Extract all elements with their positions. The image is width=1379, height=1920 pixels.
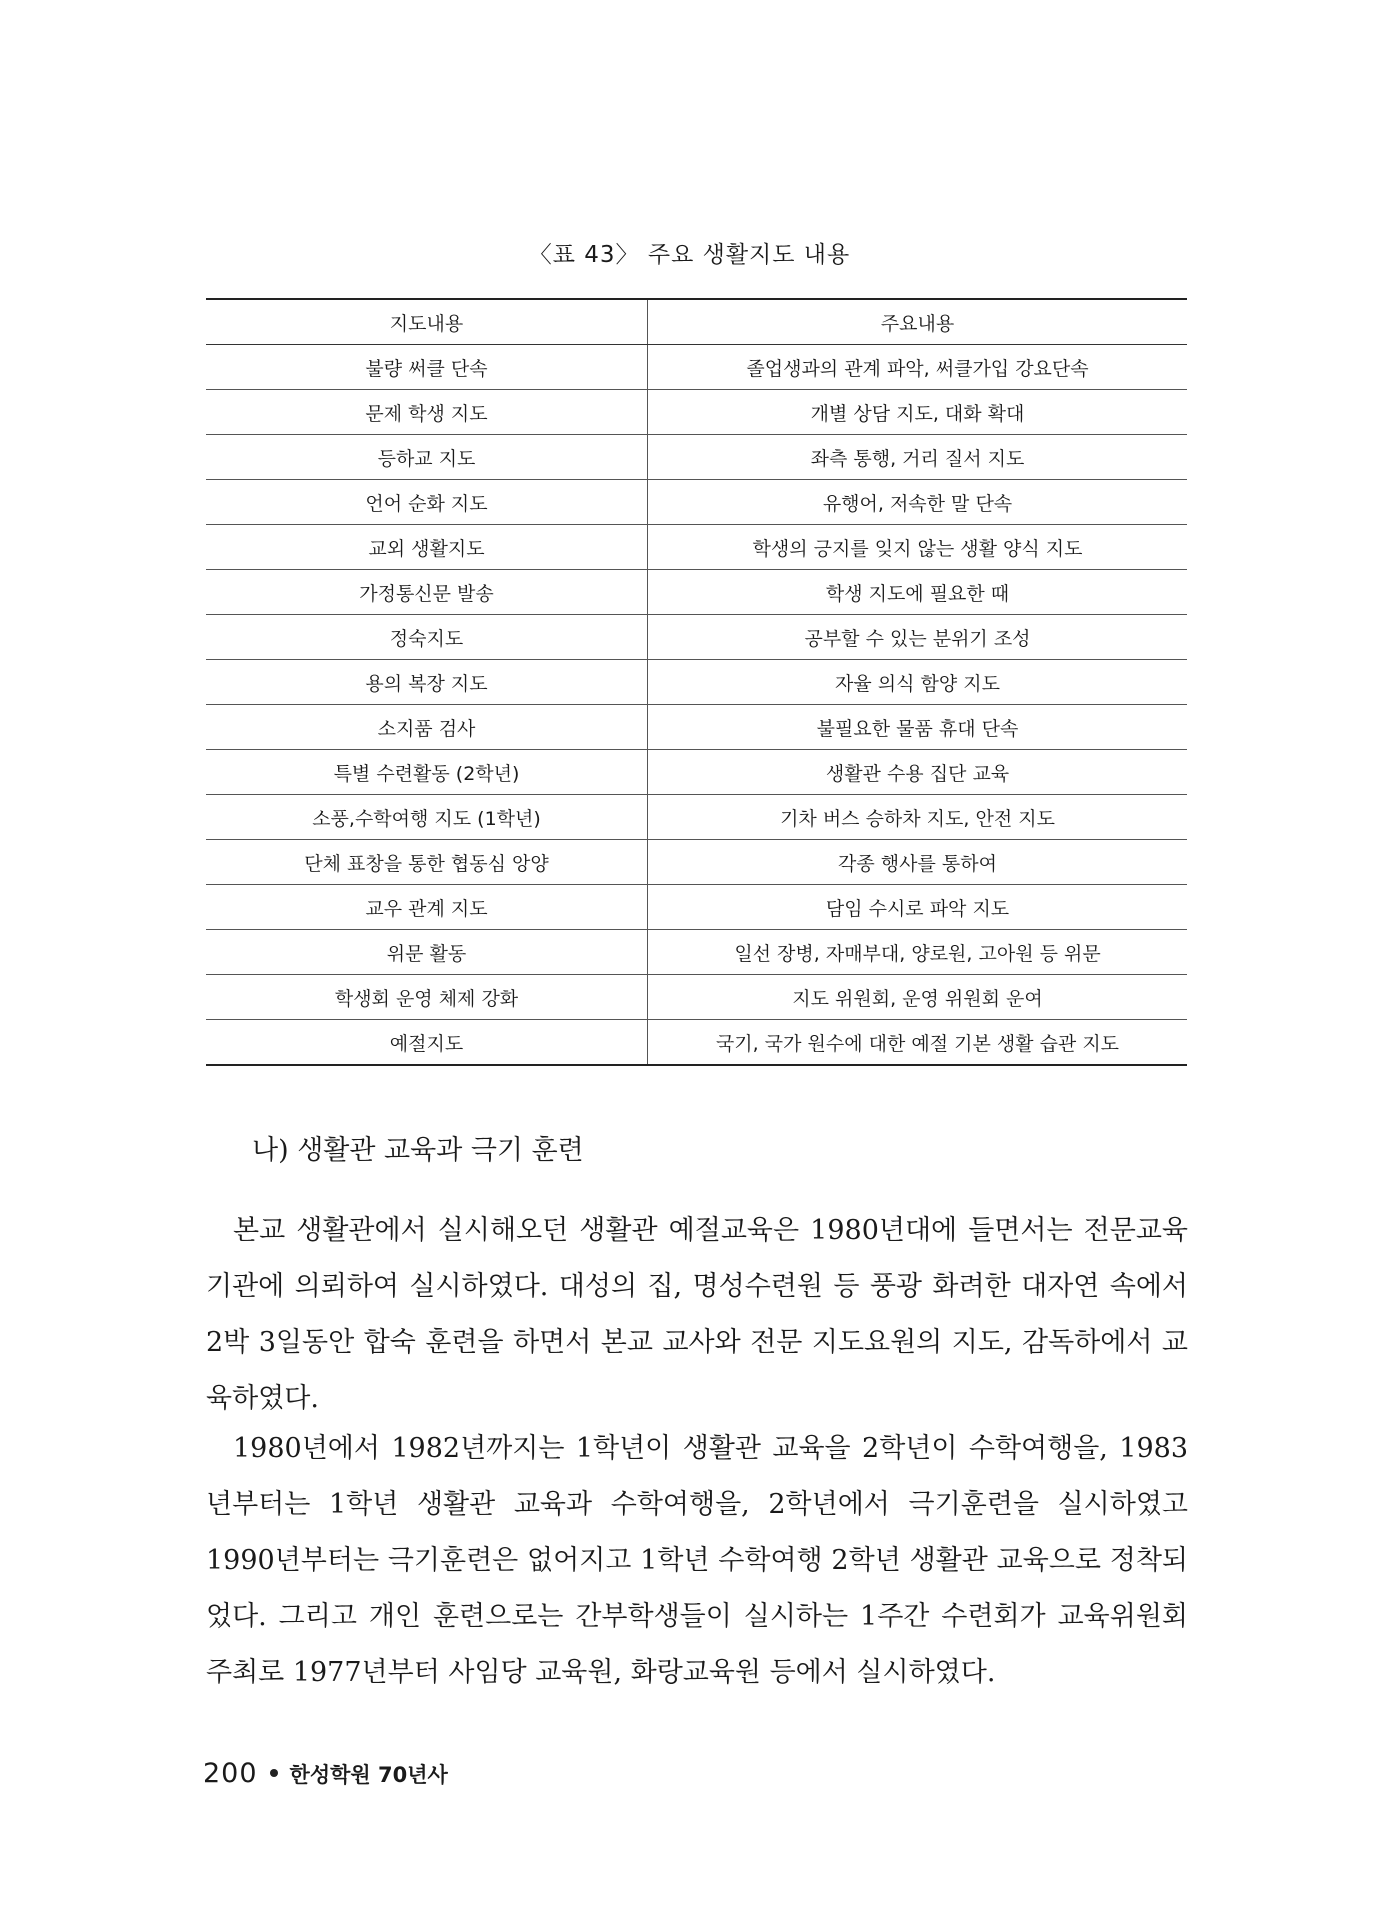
guidance-table <box>206 298 1187 1066</box>
guidance-item-cell: 학생회 운영 체제 강화 <box>206 975 648 1020</box>
guidance-detail-cell: 공부할 수 있는 분위기 조성 <box>648 615 1188 660</box>
guidance-detail-cell: 학생의 긍지를 잊지 않는 생활 양식 지도 <box>648 525 1188 570</box>
guidance-item-cell: 불량 써클 단속 <box>206 345 648 390</box>
guidance-item-cell: 위문 활동 <box>206 930 648 975</box>
guidance-detail-cell: 좌측 통행, 거리 질서 지도 <box>648 435 1188 480</box>
guidance-detail-cell: 불필요한 물품 휴대 단속 <box>648 705 1188 750</box>
guidance-item-cell: 특별 수련활동 (2학년) <box>206 750 648 795</box>
table-row <box>206 885 1187 930</box>
table-row <box>206 615 1187 660</box>
table-row <box>206 975 1187 1020</box>
table-row <box>206 345 1187 390</box>
table-header-row <box>206 299 1187 345</box>
guidance-item-cell: 소지품 검사 <box>206 705 648 750</box>
guidance-detail-cell: 개별 상담 지도, 대화 확대 <box>648 390 1188 435</box>
table-row <box>206 525 1187 570</box>
table-row <box>206 930 1187 975</box>
guidance-detail-cell: 일선 장병, 자매부대, 양로원, 고아원 등 위문 <box>648 930 1188 975</box>
page-number: 200 <box>203 1758 258 1789</box>
table-row <box>206 435 1187 480</box>
guidance-detail-cell: 각종 행사를 통하여 <box>648 840 1188 885</box>
page-footer <box>203 1758 448 1789</box>
guidance-detail-cell: 지도 위원회, 운영 위원회 운여 <box>648 975 1188 1020</box>
guidance-item-cell: 문제 학생 지도 <box>206 390 648 435</box>
guidance-item-cell: 용의 복장 지도 <box>206 660 648 705</box>
table-row <box>206 480 1187 525</box>
table-row <box>206 840 1187 885</box>
guidance-item-cell: 언어 순화 지도 <box>206 480 648 525</box>
guidance-item-cell: 정숙지도 <box>206 615 648 660</box>
guidance-item-cell: 교우 관계 지도 <box>206 885 648 930</box>
paragraph: 1980년에서 1982년까지는 1학년이 생활관 교육을 2학년이 수학여행을, 1983년부터는 1학년 생활관 교육과 수학여행을, 2학년에서 극기훈련을 실시하였고 1990년부터는 극기훈련은 없어지고 1학년 수학여행 2학년 생활관 교육으로 정착되었다. 그리고 개인 훈련으로는 간부학생들이 실시하는 1주간 수련회가 교육위원회 주최로 1977년부터 사임당 교육원, 화랑교육원 등에서 실시하였다. <box>206 1433 1188 1688</box>
column-header: 주요내용 <box>648 299 1188 345</box>
book-title: 한성학원 70년사 <box>289 1763 448 1787</box>
table-row <box>206 1020 1187 1066</box>
guidance-item-cell: 소풍,수학여행 지도 (1학년) <box>206 795 648 840</box>
table-row <box>206 705 1187 750</box>
bullet-dot-icon <box>270 1769 278 1777</box>
column-header: 지도내용 <box>206 299 648 345</box>
table-row <box>206 660 1187 705</box>
guidance-detail-cell: 자율 의식 함양 지도 <box>648 660 1188 705</box>
guidance-detail-cell: 기차 버스 승하차 지도, 안전 지도 <box>648 795 1188 840</box>
section-heading: 나) 생활관 교육과 극기 훈련 <box>252 1135 584 1166</box>
paragraph: 본교 생활관에서 실시해오던 생활관 예절교육은 1980년대에 들면서는 전문교육기관에 의뢰하여 실시하였다. 대성의 집, 명성수련원 등 풍광 화려한 대자연 속에서 2박 3일동안 합숙 훈련을 하면서 본교 교사와 전문 지도요원의 지도, 감독하에서 교육하였다. <box>206 1215 1188 1414</box>
guidance-item-cell: 가정통신문 발송 <box>206 570 648 615</box>
table-row <box>206 750 1187 795</box>
guidance-detail-cell: 생활관 수용 집단 교육 <box>648 750 1188 795</box>
table-row <box>206 390 1187 435</box>
guidance-item-cell: 등하교 지도 <box>206 435 648 480</box>
guidance-detail-cell: 학생 지도에 필요한 때 <box>648 570 1188 615</box>
guidance-detail-cell: 담임 수시로 파악 지도 <box>648 885 1188 930</box>
table-caption: 〈표 43〉 주요 생활지도 내용 <box>528 242 851 268</box>
table-row <box>206 795 1187 840</box>
guidance-item-cell: 교외 생활지도 <box>206 525 648 570</box>
guidance-detail-cell: 졸업생과의 관계 파악, 써클가입 강요단속 <box>648 345 1188 390</box>
guidance-item-cell: 단체 표창을 통한 협동심 앙양 <box>206 840 648 885</box>
guidance-detail-cell: 국기, 국가 원수에 대한 예절 기본 생활 습관 지도 <box>648 1020 1188 1066</box>
table-body <box>206 345 1187 1066</box>
table-row <box>206 570 1187 615</box>
guidance-item-cell: 예절지도 <box>206 1020 648 1066</box>
guidance-detail-cell: 유행어, 저속한 말 단속 <box>648 480 1188 525</box>
